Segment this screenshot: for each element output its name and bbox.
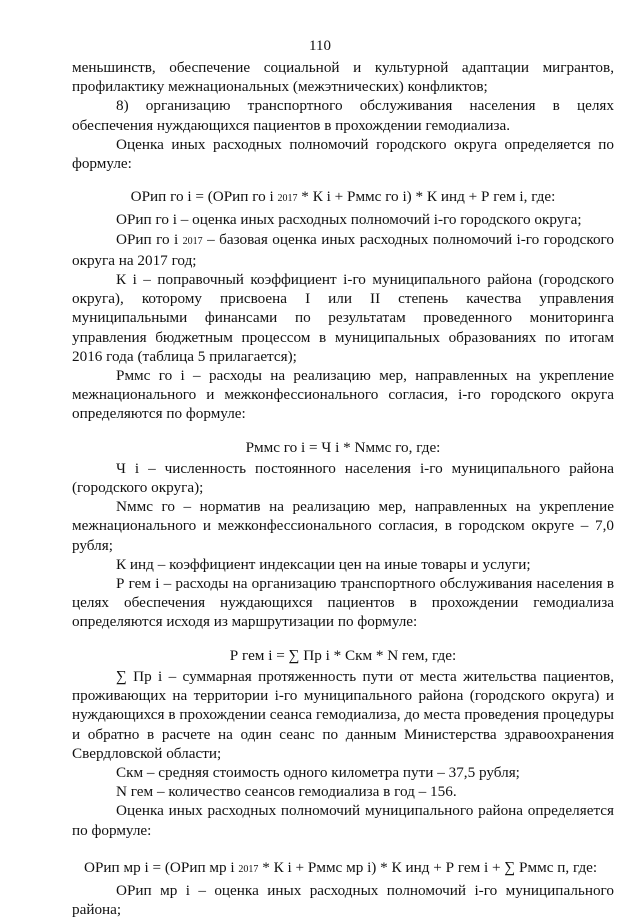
formula-rgem: Р гем i = ∑ Пр i * Скм * N гем, где: [229,646,457,664]
formula-rmms: Рммс го i = Ч i * Nммс го, где: [245,438,441,456]
definition: Р гем i – расходы на организацию транспортного обслуживания населения в целях обеспечения нуждающихся пациентов в прохождении гемодиализа определяются исходя из маршрутизации по формуле: [72,575,614,631]
definition-part: ОРип го i [116,230,183,248]
paragraph: Оценка иных расходных полномочий городского округа определяется по формуле: [72,135,614,173]
definition: Рммс го i – расходы на реализацию мер, направленных на укрепление межнационального и межконфессионального согласия, i-го городского округа определяются по формуле: [72,367,614,423]
definition-subscript: 2017 [182,235,203,247]
paragraph: Оценка иных расходных полномочий муниципального района определяется по формуле: [72,802,614,839]
definition: К i – поправочный коэффициент i-го муниципального района (городского округа), которому присвоена I или II степень качества управления муниципальными финансами по результатам проведенного мониторинга управления бюджетным процессом в муниципальных образованиях по итогам 2016 года (таблица 5 прилагается); [72,271,614,365]
definition: Ч i – численность постоянного населения i-го муниципального района (городского округа); [72,459,614,497]
paragraph: меньшинств, обеспечение социальной и культурной адаптации мигрантов, профилактику межнациональных (межэтнических) конфликтов; [72,59,614,96]
definition: ОРип мр i – оценка иных расходных полномочий i-го муниципального района; [72,881,614,919]
formula-municipal-district [72,858,614,879]
definition: Nммс го – норматив на реализацию мер, направленных на укрепление межнационального и межконфессионального согласия, в городском округе – 7,0 рубля; [72,498,614,554]
formula-part: * К i + Рммс го i) * К инд + Р гем i, где: [297,188,556,206]
definition: N гем – количество сеансов гемодиализа в год – 156. [116,783,457,801]
definition-part: – базовая оценка иных расходных полномочий i-го городского округа на 2017 год; [72,230,614,269]
document-body [72,58,614,919]
definition: ОРип го i – оценка иных расходных полномочий i-го городского округа; [116,211,582,229]
definition: ∑ Пр i – суммарная протяженность пути от места жительства пациентов, проживающих на территории i-го муниципального района (городского округа) и нуждающихся в прохождении сеанса гемодиализа, до места проведения процедуры и обратно в расчете на один сеанс по данным Министерства здравоохранения Свердловской области; [72,667,614,762]
paragraph: 8) организацию транспортного обслуживания населения в целях обеспечения нуждающихся пациентов в прохождении гемодиализа. [72,97,614,134]
definition [72,230,614,270]
formula-subscript: 2017 [238,863,259,875]
page-number: 110 [309,38,331,54]
formula-city-district [72,187,614,208]
formula-part: ОРип го i = (ОРип го i [130,188,278,206]
definition: К инд – коэффициент индексации цен на иные товары и услуги; [116,555,531,573]
formula-part: ОРип мр i = (ОРип мр i [84,858,239,876]
formula-subscript: 2017 [277,193,298,205]
definition: Скм – средняя стоимость одного километра пути – 37,5 рубля; [116,763,520,781]
formula-part: * К i + Рммс мр i) * К инд + Р гем i + ∑ Рммс п, где: [258,858,598,876]
